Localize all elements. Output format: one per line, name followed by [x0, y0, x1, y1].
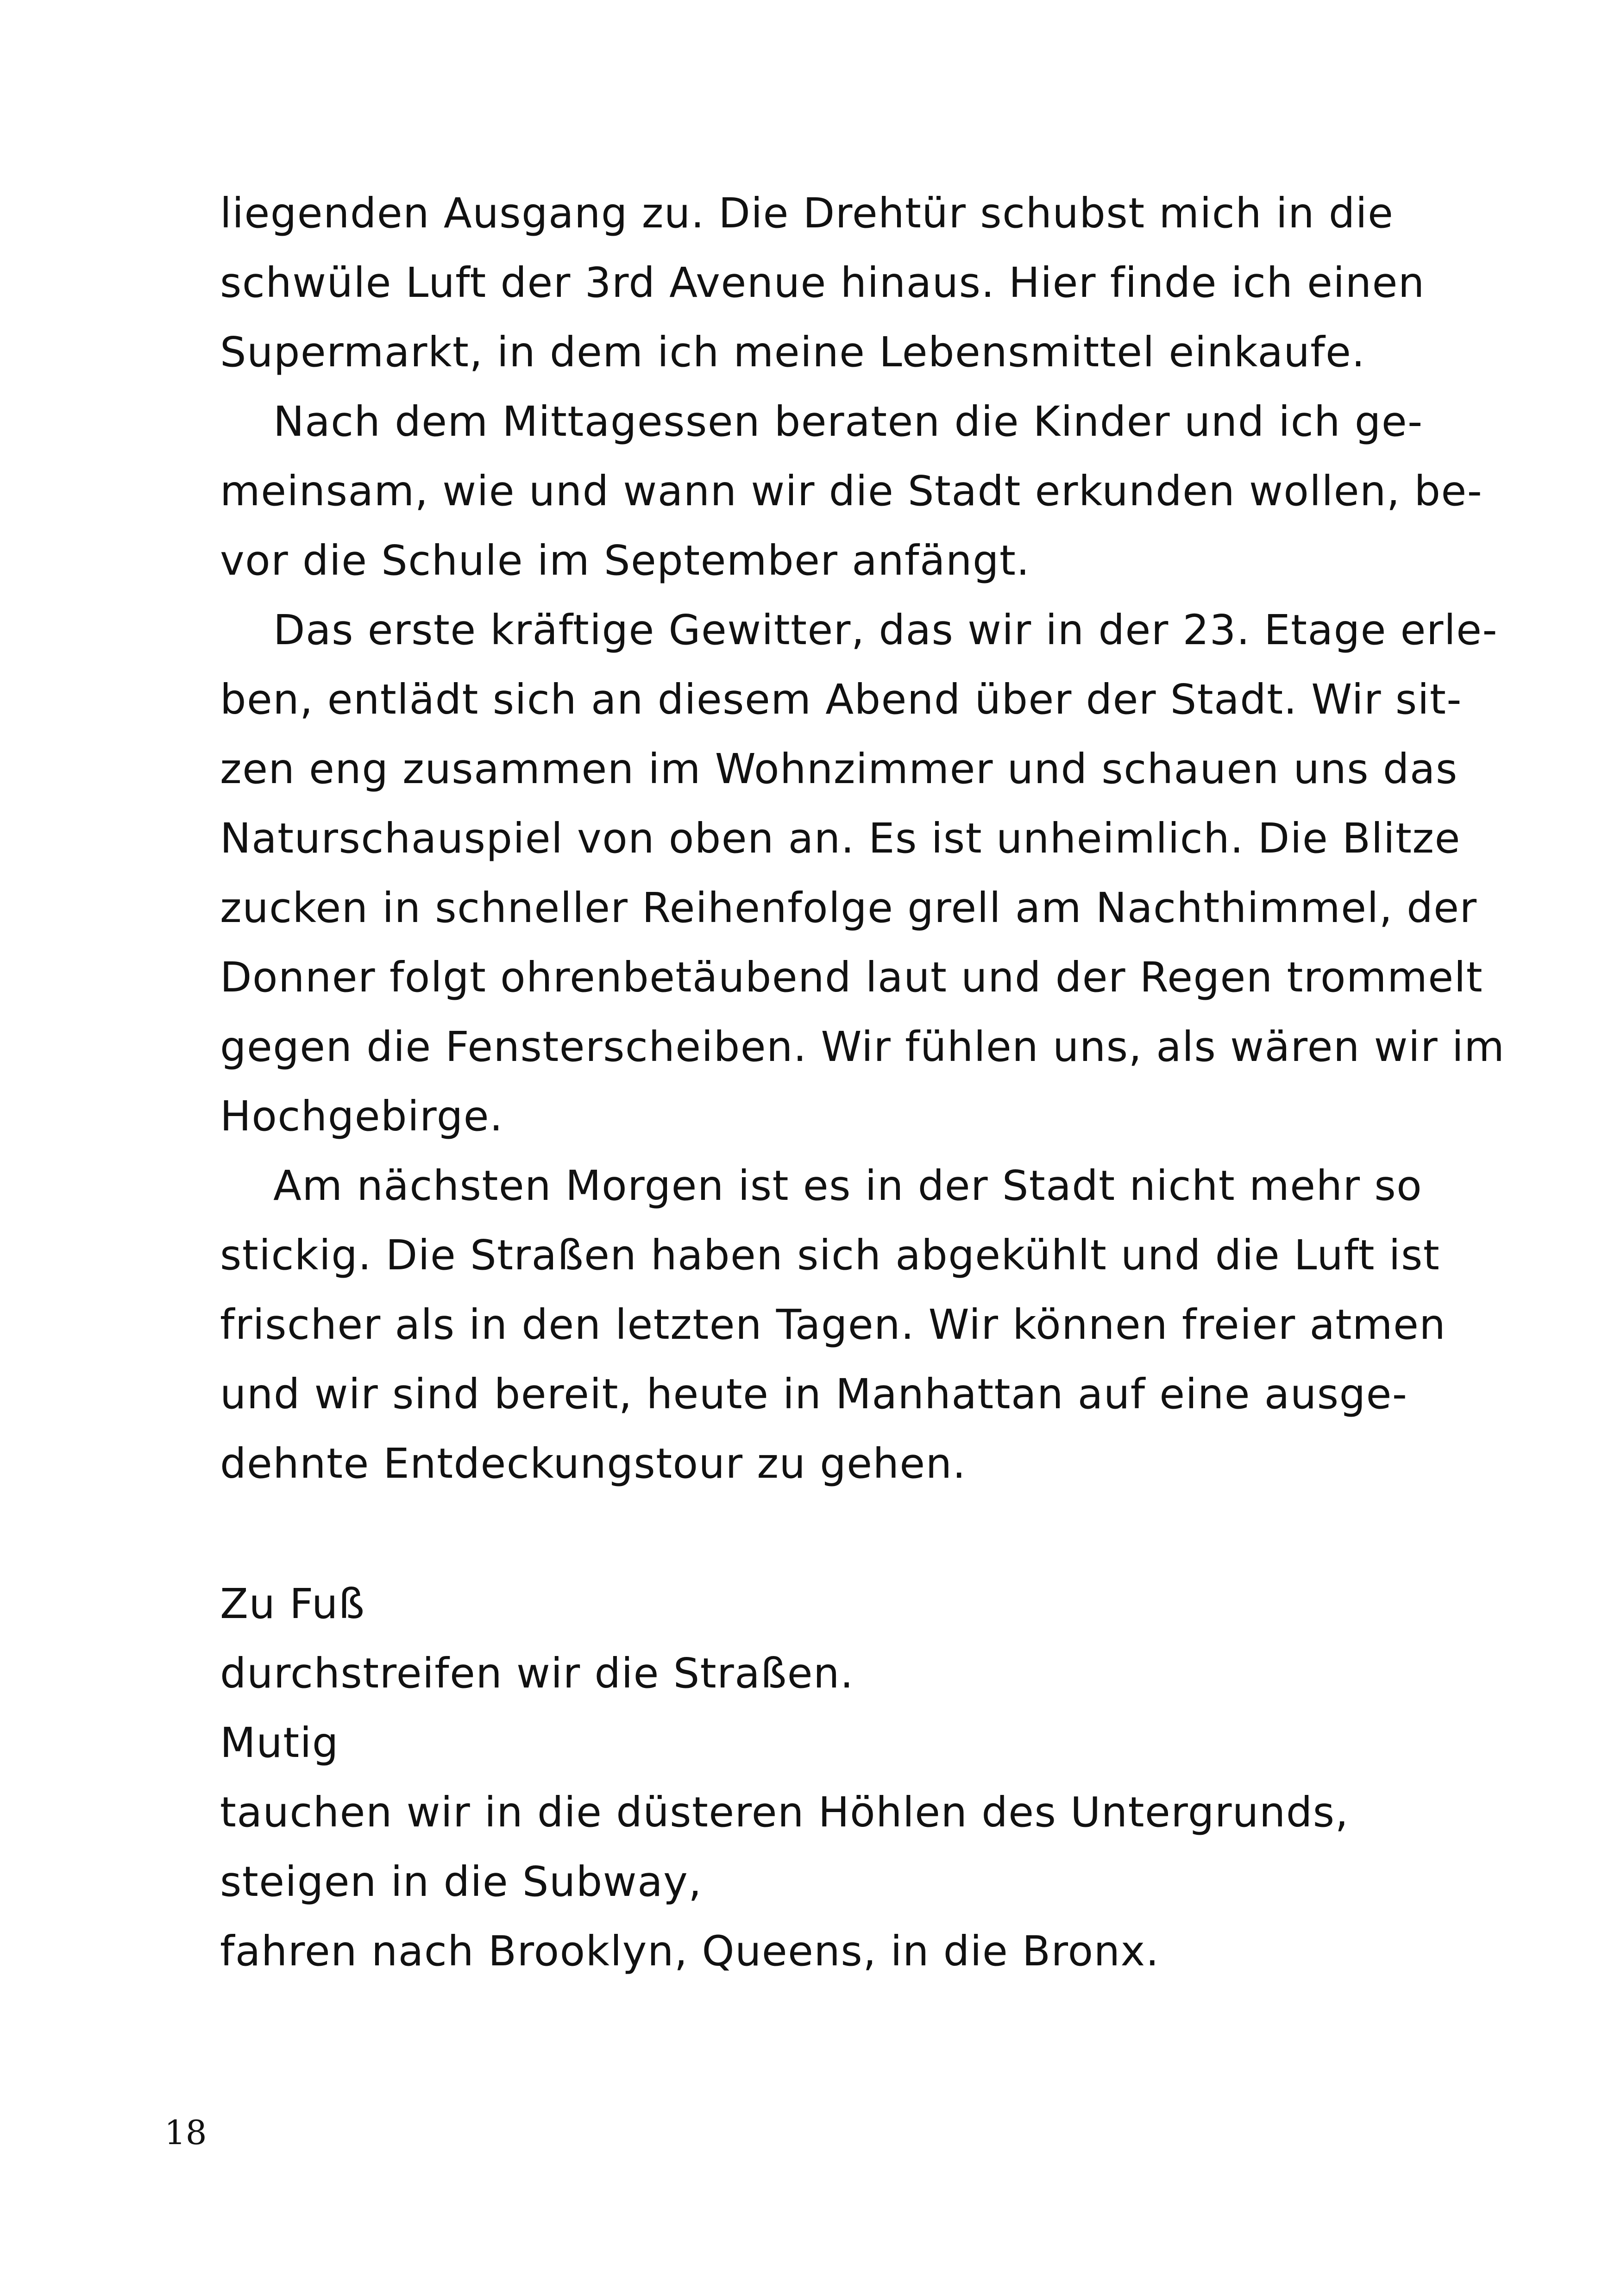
text-line: meinsam, wie und wann wir die Stadt erkunden wollen, be-	[220, 467, 1483, 515]
text-line: ben, entlädt sich an diesem Abend über der Stadt. Wir sit-	[220, 675, 1462, 723]
text-line: gegen die Fensterscheiben. Wir fühlen uns, als wären wir im	[220, 1023, 1505, 1071]
poem-line: fahren nach Brooklyn, Queens, in die Bronx.	[220, 1927, 1160, 1975]
body-text	[220, 178, 1505, 1498]
paragraph-2	[220, 387, 1483, 595]
text-line: Nach dem Mittagessen beraten die Kinder und ich ge-	[273, 397, 1423, 445]
text-line: schwüle Luft der 3rd Avenue hinaus. Hier finde ich einen	[220, 258, 1425, 307]
poem-line: steigen in die Subway,	[220, 1857, 703, 1906]
poem-line: tauchen wir in die düsteren Höhlen des Untergrunds,	[220, 1788, 1349, 1836]
text-line: Das erste kräftige Gewitter, das wir in der 23. Etage erle-	[273, 606, 1498, 654]
text-line: frischer als in den letzten Tagen. Wir können freier atmen	[220, 1300, 1446, 1349]
text-line: zen eng zusammen im Wohnzimmer und schauen uns das	[220, 745, 1458, 793]
poem	[220, 1569, 1424, 1986]
paragraph-4	[220, 1151, 1446, 1498]
page-number: 18	[164, 2113, 207, 2152]
text-line: liegenden Ausgang zu. Die Drehtür schubst mich in die	[220, 189, 1394, 237]
text-line: stickig. Die Straßen haben sich abgekühlt und die Luft ist	[220, 1231, 1440, 1279]
text-line: und wir sind bereit, heute in Manhattan auf eine ausge-	[220, 1370, 1408, 1418]
paragraph-1	[220, 178, 1425, 387]
text-line: Hochgebirge.	[220, 1092, 503, 1140]
poem-line: Mutig	[220, 1719, 339, 1767]
text-line: zucken in schneller Reihenfolge grell am Nachthimmel, der	[220, 884, 1477, 932]
poem-line: durchstreifen wir die Straßen.	[220, 1649, 854, 1697]
text-line: Naturschauspiel von oben an. Es ist unheimlich. Die Blitze	[220, 814, 1461, 862]
text-line: Supermarkt, in dem ich meine Lebensmittel einkaufe.	[220, 328, 1366, 376]
poem-line: Zu Fuß	[220, 1580, 365, 1628]
text-line: Am nächsten Morgen ist es in der Stadt nicht mehr so	[273, 1161, 1423, 1210]
text-line: vor die Schule im September anfängt.	[220, 536, 1030, 584]
paragraph-3	[220, 595, 1505, 1151]
text-line: dehnte Entdeckungstour zu gehen.	[220, 1439, 967, 1487]
text-line: Donner folgt ohrenbetäubend laut und der Regen trommelt	[220, 953, 1483, 1001]
